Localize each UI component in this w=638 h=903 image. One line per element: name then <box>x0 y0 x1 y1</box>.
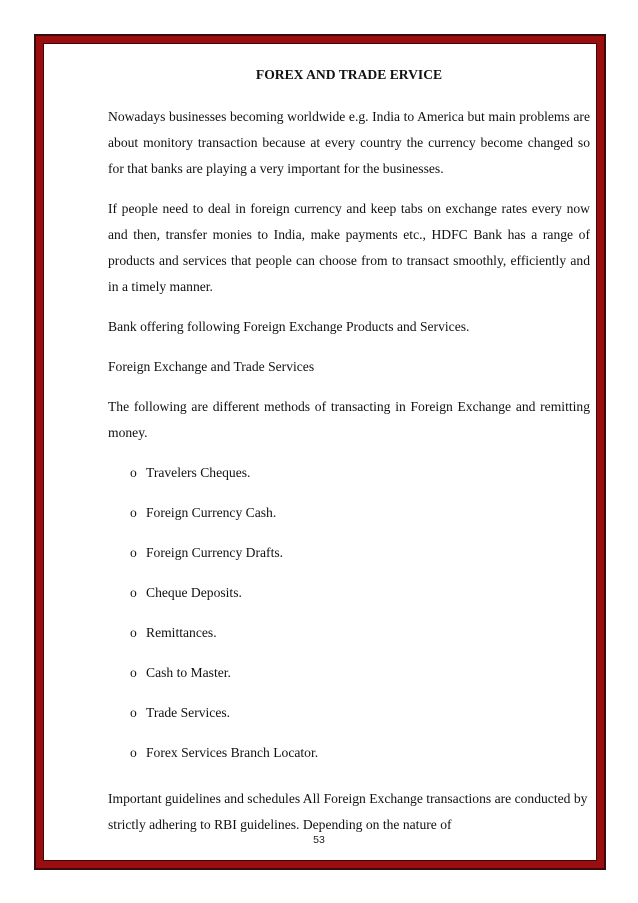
list-item <box>130 620 590 660</box>
page-title: FOREX AND TRADE ERVICE <box>255 67 443 82</box>
page-number: 53 <box>313 834 325 846</box>
paragraph-services-heading: Foreign Exchange and Trade Services <box>108 359 315 374</box>
bullet-marker: o <box>130 505 137 520</box>
list-item-text: Trade Services. <box>146 705 231 720</box>
list-item-text: Foreign Currency Drafts. <box>146 545 284 560</box>
list-item <box>130 660 590 700</box>
list-item-text: Travelers Cheques. <box>146 465 251 480</box>
list-item <box>130 540 590 580</box>
list-item-text: Forex Services Branch Locator. <box>146 745 319 760</box>
list-item-text: Remittances. <box>146 625 217 640</box>
list-item <box>130 580 590 620</box>
list-item-text: Cash to Master. <box>146 665 231 680</box>
paragraph-intro: Nowadays businesses becoming worldwide e.g. India to America but main problems are about monitory transaction because at every country the currency become changed so for that banks are playing a very important for the businesses. <box>108 109 590 176</box>
paragraph-foreign-currency: If people need to deal in foreign currency and keep tabs on exchange rates every now and then, transfer monies to India, make payments etc., HDFC Bank has a range of products and services that people can choose from to transact smoothly, efficiently and in a timely manner. <box>108 201 590 294</box>
bullet-marker: o <box>130 625 137 640</box>
paragraph-bank-offering: Bank offering following Foreign Exchange Products and Services. <box>108 319 470 334</box>
list-item-text: Foreign Currency Cash. <box>146 505 277 520</box>
paragraph-methods: The following are different methods of transacting in Foreign Exchange and remitting money. <box>108 399 590 440</box>
document-body <box>108 62 590 854</box>
paragraph-guidelines: Important guidelines and schedules All Foreign Exchange transactions are conducted by strictly adhering to RBI guidelines. Depending on the nature of <box>108 791 588 832</box>
bullet-marker: o <box>130 705 137 720</box>
list-item-text: Cheque Deposits. <box>146 585 242 600</box>
list-item <box>130 500 590 540</box>
bullet-marker: o <box>130 585 137 600</box>
bullet-marker: o <box>130 665 137 680</box>
list-item <box>130 700 590 740</box>
methods-list <box>108 460 590 774</box>
list-item <box>130 740 590 774</box>
bullet-marker: o <box>130 465 137 480</box>
bullet-marker: o <box>130 545 137 560</box>
bullet-marker: o <box>130 745 137 760</box>
list-item <box>130 460 590 500</box>
